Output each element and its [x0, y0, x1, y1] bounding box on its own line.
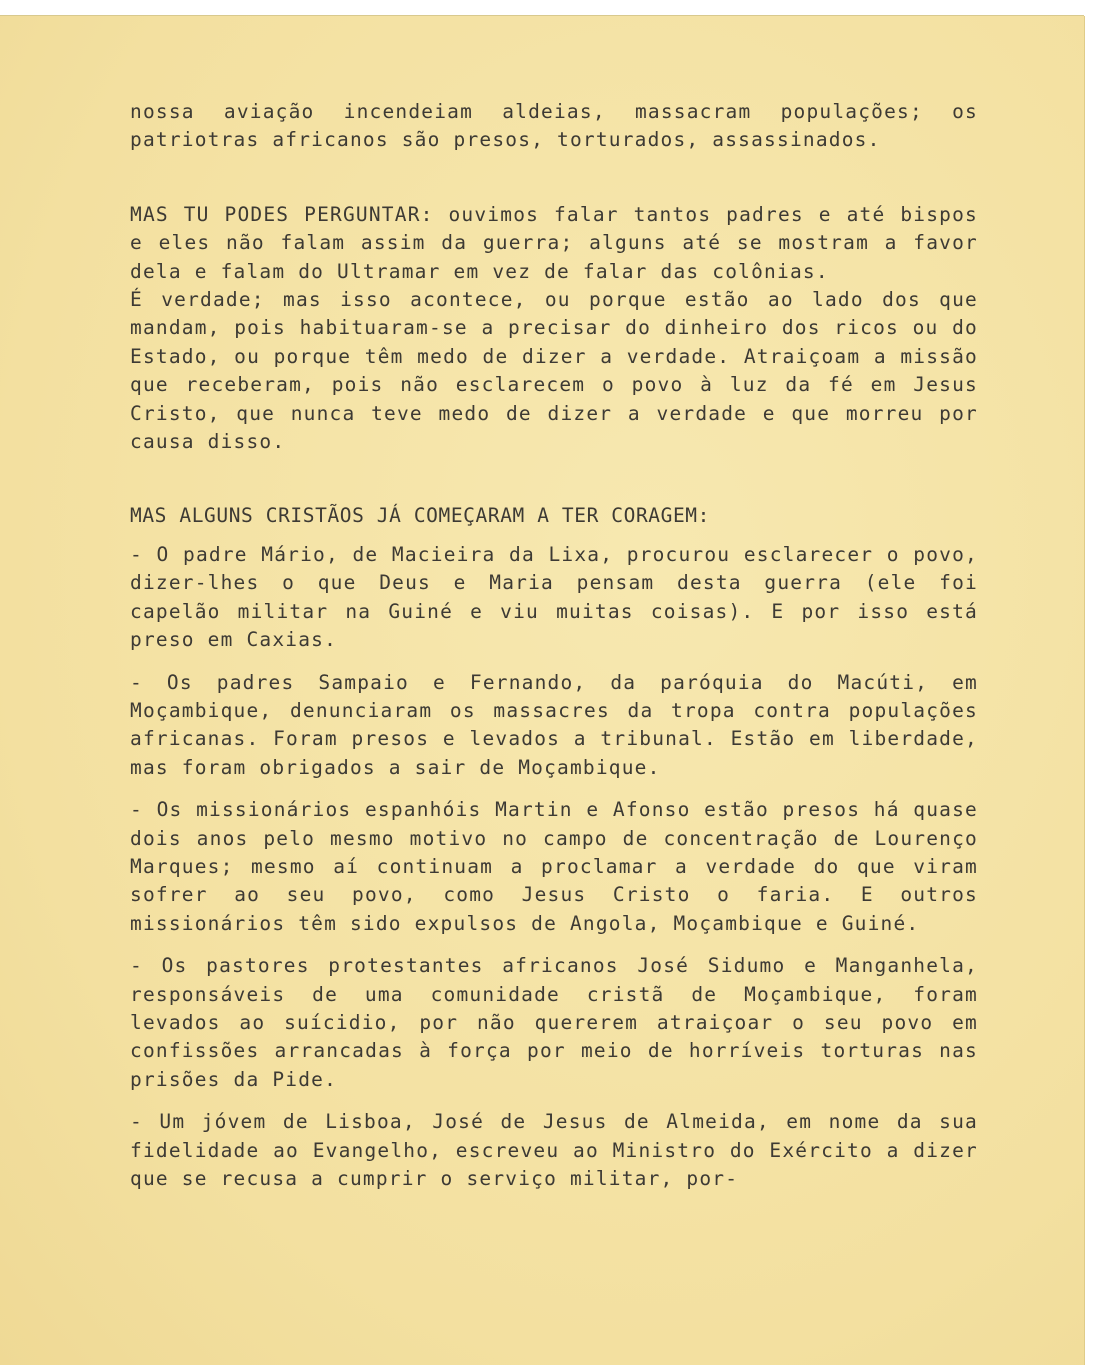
page-text	[130, 98, 978, 1193]
heading-courage: MAS ALGUNS CRISTÃOS JÁ COMEÇARAM A TER CORAGEM:	[130, 504, 710, 528]
item-padre-mario: - O padre Mário, de Macieira da Lixa, procurou esclarecer o povo, dizer-lhes o que Deus e Maria pensam desta guerra (ele foi capelão militar na Guiné e viu muitas coisas). E por isso está preso em Caxias.	[130, 542, 978, 652]
paragraph-intro: nossa aviação incendeiam aldeias, massacram populações; os patriotras africanos são presos, torturados, assassinados.	[130, 100, 978, 152]
item-padres-sampaio-fernando: - Os padres Sampaio e Fernando, da paróquia do Macúti, em Moçambique, denunciaram os massacres da tropa contra populações africanas. Foram presos e levados a tribunal. Estão em liberdade, mas foram obrigados a sair de Moçambique.	[130, 670, 978, 779]
item-missionarios-espanhois: - Os missionários espanhóis Martin e Afonso estão presos há quase dois anos pelo mesmo motivo no campo de concentração de Lourenço Marques; mesmo aí continuam a proclamar a verdade do que viram sofrer ao seu povo, como Jesus Cristo o faria. E outros missionários têm sido expulsos de Angola, Moçambique e Guiné.	[130, 798, 978, 935]
paragraph-answer: É verdade; mas isso acontece, ou porque estão ao lado dos que mandam, pois habituaram-se a precisar do dinheiro dos ricos ou do Estado, ou porque têm medo de dizer a verdade. Atraiçoam a missão que receberam, pois não esclarecem o povo à luz da fé em Jesus Cristo, que nunca teve medo de dizer a verdade e que morreu por causa disso.	[130, 288, 978, 454]
item-pastores-protestantes: - Os pastores protestantes africanos José Sidumo e Manganhela, responsáveis de uma comunidade cristã de Moçambique, foram levados ao suícidio, por não quererem atraiçoar o seu povo em confissões arrancadas à força por meio de horríveis torturas nas prisões da Pide.	[130, 954, 978, 1091]
paragraph-question: MAS TU PODES PERGUNTAR: ouvimos falar tantos padres e até bispos e eles não falam assim da guerra; alguns até se mostram a favor dela e falam do Ultramar em vez de falar das colônias.	[130, 202, 978, 283]
item-jovem-lisboa: - Um jóvem de Lisboa, José de Jesus de Almeida, em nome da sua fidelidade ao Evangelho, escreveu ao Ministro do Exército a dizer que se recusa a cumprir o serviço militar, por-	[130, 1110, 978, 1190]
